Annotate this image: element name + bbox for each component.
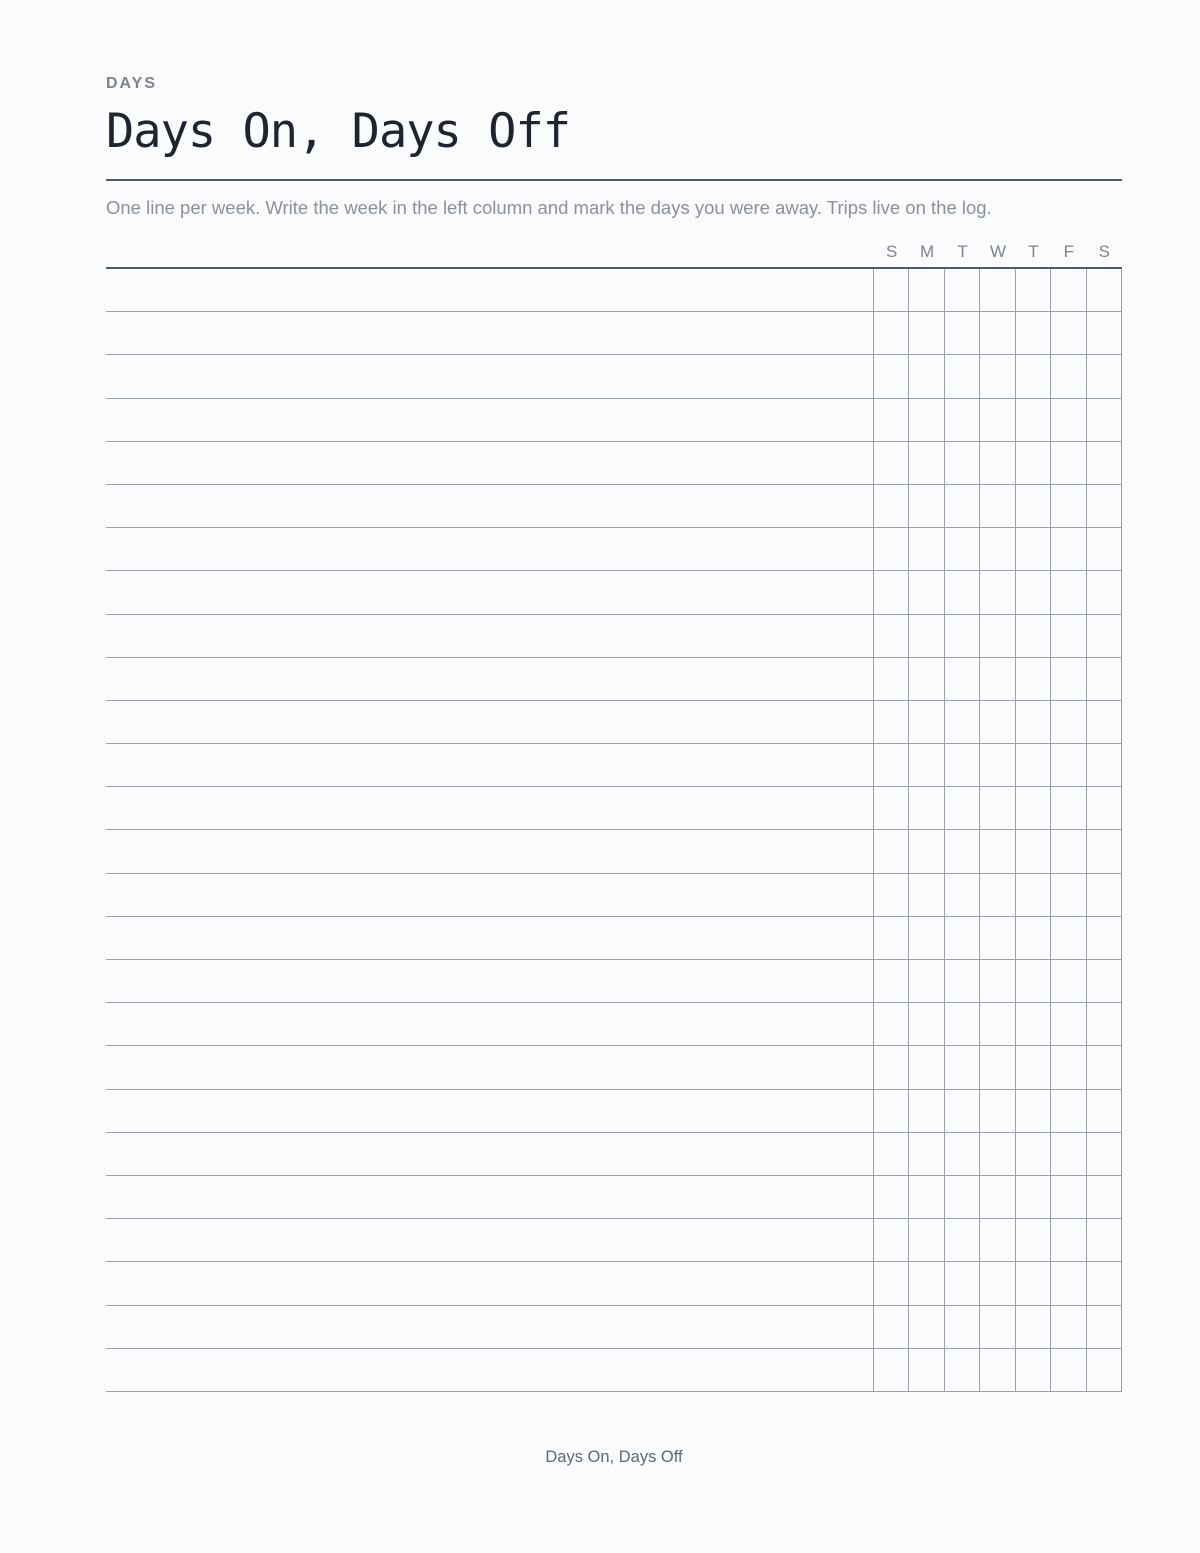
day-mark-cell[interactable]: [980, 312, 1015, 354]
week-entry-cell[interactable]: [106, 1176, 874, 1218]
day-mark-cell[interactable]: [1087, 1090, 1122, 1132]
day-mark-cell[interactable]: [909, 312, 944, 354]
day-mark-cell[interactable]: [1016, 1133, 1051, 1175]
day-mark-cell[interactable]: [874, 312, 909, 354]
day-mark-cell[interactable]: [874, 1219, 909, 1261]
day-mark-cell[interactable]: [1087, 1133, 1122, 1175]
day-mark-cell[interactable]: [1016, 701, 1051, 743]
day-mark-cell[interactable]: [874, 1262, 909, 1304]
day-mark-cell[interactable]: [945, 1003, 980, 1045]
day-mark-cell[interactable]: [1051, 701, 1086, 743]
day-mark-cell[interactable]: [909, 701, 944, 743]
day-mark-cell[interactable]: [1051, 399, 1086, 441]
week-row: [106, 1306, 1122, 1349]
day-mark-cell[interactable]: [909, 917, 944, 959]
day-header-wednesday: W: [989, 242, 1006, 261]
section-eyebrow: DAYS: [106, 75, 157, 92]
day-mark-cell[interactable]: [1087, 1219, 1122, 1261]
day-mark-cell[interactable]: [1051, 442, 1086, 484]
day-mark-cell[interactable]: [980, 1090, 1015, 1132]
week-entry-cell[interactable]: [106, 269, 874, 311]
day-mark-cell[interactable]: [874, 830, 909, 872]
day-mark-cell[interactable]: [1087, 355, 1122, 397]
day-mark-cell[interactable]: [909, 874, 944, 916]
day-mark-cell[interactable]: [1016, 571, 1051, 613]
week-entry-cell[interactable]: [106, 399, 874, 441]
day-mark-cell[interactable]: [980, 701, 1015, 743]
week-entry-cell[interactable]: [106, 787, 874, 829]
week-entry-cell[interactable]: [106, 917, 874, 959]
day-mark-cell[interactable]: [1051, 1046, 1086, 1088]
day-mark-cell[interactable]: [945, 1219, 980, 1261]
day-mark-cell[interactable]: [1016, 917, 1051, 959]
day-mark-cell[interactable]: [1087, 917, 1122, 959]
day-mark-cell[interactable]: [945, 1306, 980, 1348]
day-mark-cell[interactable]: [1016, 1046, 1051, 1088]
day-mark-cell[interactable]: [945, 442, 980, 484]
day-header-row: [874, 242, 1122, 264]
day-mark-cell[interactable]: [980, 787, 1015, 829]
day-mark-cell[interactable]: [980, 744, 1015, 786]
week-entry-cell[interactable]: [106, 1219, 874, 1261]
day-mark-cell[interactable]: [874, 1133, 909, 1175]
day-mark-cell[interactable]: [945, 1133, 980, 1175]
day-mark-cell[interactable]: [945, 917, 980, 959]
day-mark-cell[interactable]: [1051, 312, 1086, 354]
day-mark-cell[interactable]: [1087, 1262, 1122, 1304]
day-mark-cell[interactable]: [909, 442, 944, 484]
day-mark-cell[interactable]: [980, 615, 1015, 657]
day-mark-cell[interactable]: [909, 571, 944, 613]
day-mark-cell[interactable]: [874, 658, 909, 700]
day-mark-cell[interactable]: [909, 1306, 944, 1348]
day-mark-cell[interactable]: [1087, 615, 1122, 657]
day-mark-cell[interactable]: [945, 1176, 980, 1218]
day-mark-cell[interactable]: [1016, 528, 1051, 570]
day-mark-cell[interactable]: [874, 874, 909, 916]
day-mark-cell[interactable]: [980, 571, 1015, 613]
day-mark-cell[interactable]: [945, 571, 980, 613]
day-mark-cell[interactable]: [874, 442, 909, 484]
day-mark-cell[interactable]: [980, 1349, 1015, 1391]
week-entry-cell[interactable]: [106, 874, 874, 916]
day-mark-cell[interactable]: [874, 355, 909, 397]
day-mark-cell[interactable]: [1087, 312, 1122, 354]
day-mark-cell[interactable]: [980, 269, 1015, 311]
day-mark-cell[interactable]: [909, 1133, 944, 1175]
day-mark-cell[interactable]: [874, 1306, 909, 1348]
day-mark-cell[interactable]: [1051, 485, 1086, 527]
day-header-sunday: S: [886, 242, 898, 261]
day-mark-cell[interactable]: [980, 658, 1015, 700]
week-row: [106, 1003, 1122, 1046]
day-mark-cell[interactable]: [1051, 1219, 1086, 1261]
page-title: Days On, Days Off: [106, 104, 571, 159]
day-mark-cell[interactable]: [945, 960, 980, 1002]
day-mark-cell[interactable]: [909, 1262, 944, 1304]
week-row: [106, 744, 1122, 787]
week-row: [106, 312, 1122, 355]
day-mark-cell[interactable]: [1016, 269, 1051, 311]
day-mark-cell[interactable]: [945, 874, 980, 916]
day-mark-cell[interactable]: [874, 485, 909, 527]
day-mark-cell[interactable]: [1016, 1090, 1051, 1132]
day-mark-cell[interactable]: [909, 1219, 944, 1261]
day-mark-cell[interactable]: [945, 312, 980, 354]
week-row: [106, 830, 1122, 873]
day-mark-cell[interactable]: [980, 485, 1015, 527]
day-mark-cell[interactable]: [980, 1003, 1015, 1045]
day-mark-cell[interactable]: [945, 1349, 980, 1391]
week-entry-cell[interactable]: [106, 1090, 874, 1132]
week-entry-cell[interactable]: [106, 1262, 874, 1304]
day-mark-cell[interactable]: [945, 701, 980, 743]
day-header-friday: F: [1063, 242, 1075, 261]
day-mark-cell[interactable]: [1087, 658, 1122, 700]
day-mark-cell[interactable]: [874, 1349, 909, 1391]
day-mark-cell[interactable]: [909, 528, 944, 570]
day-mark-cell[interactable]: [1016, 1219, 1051, 1261]
day-mark-cell[interactable]: [909, 399, 944, 441]
week-grid: [106, 267, 1122, 1391]
day-mark-cell[interactable]: [1016, 1349, 1051, 1391]
day-mark-cell[interactable]: [1016, 1003, 1051, 1045]
week-row: [106, 571, 1122, 614]
week-row: [106, 399, 1122, 442]
day-mark-cell[interactable]: [1051, 830, 1086, 872]
day-mark-cell[interactable]: [980, 830, 1015, 872]
week-entry-cell[interactable]: [106, 658, 874, 700]
week-row: [106, 355, 1122, 398]
day-mark-cell[interactable]: [909, 960, 944, 1002]
day-mark-cell[interactable]: [874, 399, 909, 441]
week-row: [106, 485, 1122, 528]
week-row: [106, 917, 1122, 960]
day-header-thursday: T: [1028, 242, 1039, 261]
day-header-tuesday: T: [957, 242, 968, 261]
log-page: [106, 0, 1122, 1553]
day-mark-cell[interactable]: [945, 355, 980, 397]
day-mark-cell[interactable]: [909, 787, 944, 829]
week-entry-cell[interactable]: [106, 830, 874, 872]
day-mark-cell[interactable]: [980, 1219, 1015, 1261]
week-entry-cell[interactable]: [106, 1046, 874, 1088]
week-row: [106, 1046, 1122, 1089]
day-mark-cell[interactable]: [1087, 269, 1122, 311]
day-mark-cell[interactable]: [1016, 658, 1051, 700]
day-mark-cell[interactable]: [1016, 442, 1051, 484]
day-mark-cell[interactable]: [1051, 355, 1086, 397]
day-mark-cell[interactable]: [945, 269, 980, 311]
day-mark-cell[interactable]: [945, 787, 980, 829]
day-mark-cell[interactable]: [1087, 1176, 1122, 1218]
day-mark-cell[interactable]: [945, 1046, 980, 1088]
day-mark-cell[interactable]: [980, 1176, 1015, 1218]
day-mark-cell[interactable]: [1087, 1003, 1122, 1045]
day-mark-cell[interactable]: [874, 960, 909, 1002]
day-mark-cell[interactable]: [1051, 1133, 1086, 1175]
day-mark-cell[interactable]: [909, 658, 944, 700]
week-entry-cell[interactable]: [106, 355, 874, 397]
week-row: [106, 960, 1122, 1003]
week-row: [106, 615, 1122, 658]
day-mark-cell[interactable]: [874, 615, 909, 657]
day-mark-cell[interactable]: [874, 744, 909, 786]
day-mark-cell[interactable]: [1087, 485, 1122, 527]
day-mark-cell[interactable]: [945, 1090, 980, 1132]
day-mark-cell[interactable]: [945, 615, 980, 657]
day-mark-cell[interactable]: [1087, 1349, 1122, 1391]
day-mark-cell[interactable]: [1051, 1003, 1086, 1045]
day-mark-cell[interactable]: [980, 1306, 1015, 1348]
day-mark-cell[interactable]: [909, 1349, 944, 1391]
day-mark-cell[interactable]: [1016, 1262, 1051, 1304]
page-footer: Days On, Days Off: [545, 1448, 683, 1466]
day-mark-cell[interactable]: [909, 615, 944, 657]
week-row: [106, 442, 1122, 485]
day-mark-cell[interactable]: [1016, 960, 1051, 1002]
day-mark-cell[interactable]: [1051, 744, 1086, 786]
week-row: [106, 1349, 1122, 1392]
week-row: [106, 528, 1122, 571]
day-mark-cell[interactable]: [1051, 1176, 1086, 1218]
title-divider: [106, 179, 1122, 181]
day-mark-cell[interactable]: [1087, 1046, 1122, 1088]
day-mark-cell[interactable]: [1051, 269, 1086, 311]
day-mark-cell[interactable]: [909, 830, 944, 872]
day-mark-cell[interactable]: [1016, 355, 1051, 397]
week-entry-cell[interactable]: [106, 701, 874, 743]
day-mark-cell[interactable]: [1087, 399, 1122, 441]
day-mark-cell[interactable]: [874, 571, 909, 613]
week-entry-cell[interactable]: [106, 960, 874, 1002]
day-mark-cell[interactable]: [980, 1046, 1015, 1088]
day-mark-cell[interactable]: [1016, 312, 1051, 354]
day-mark-cell[interactable]: [1051, 917, 1086, 959]
day-mark-cell[interactable]: [980, 355, 1015, 397]
day-mark-cell[interactable]: [945, 830, 980, 872]
day-mark-cell[interactable]: [874, 269, 909, 311]
week-row: [106, 269, 1122, 312]
day-mark-cell[interactable]: [980, 528, 1015, 570]
day-mark-cell[interactable]: [945, 1262, 980, 1304]
week-row: [106, 658, 1122, 701]
week-row: [106, 1133, 1122, 1176]
day-mark-cell[interactable]: [909, 355, 944, 397]
day-mark-cell[interactable]: [874, 1003, 909, 1045]
day-mark-cell[interactable]: [909, 1090, 944, 1132]
day-mark-cell[interactable]: [1087, 571, 1122, 613]
week-entry-cell[interactable]: [106, 485, 874, 527]
day-mark-cell[interactable]: [1051, 960, 1086, 1002]
day-mark-cell[interactable]: [1016, 744, 1051, 786]
day-mark-cell[interactable]: [1087, 1306, 1122, 1348]
day-mark-cell[interactable]: [1051, 528, 1086, 570]
day-mark-cell[interactable]: [1087, 787, 1122, 829]
day-mark-cell[interactable]: [1051, 1262, 1086, 1304]
day-mark-cell[interactable]: [1016, 485, 1051, 527]
day-mark-cell[interactable]: [980, 399, 1015, 441]
day-mark-cell[interactable]: [1051, 1306, 1086, 1348]
day-mark-cell[interactable]: [1051, 787, 1086, 829]
week-entry-cell[interactable]: [106, 442, 874, 484]
week-entry-cell[interactable]: [106, 744, 874, 786]
day-mark-cell[interactable]: [909, 1003, 944, 1045]
week-row: [106, 787, 1122, 830]
week-row: [106, 1219, 1122, 1262]
day-mark-cell[interactable]: [1051, 1090, 1086, 1132]
day-mark-cell[interactable]: [1087, 874, 1122, 916]
instructions-text: One line per week. Write the week in the left column and mark the days you were away. Trips live on the log.: [106, 197, 992, 218]
day-mark-cell[interactable]: [980, 917, 1015, 959]
day-mark-cell[interactable]: [1087, 442, 1122, 484]
day-mark-cell[interactable]: [945, 485, 980, 527]
day-mark-cell[interactable]: [1051, 615, 1086, 657]
day-mark-cell[interactable]: [945, 658, 980, 700]
day-mark-cell[interactable]: [909, 485, 944, 527]
day-mark-cell[interactable]: [1051, 571, 1086, 613]
day-mark-cell[interactable]: [1051, 658, 1086, 700]
week-entry-cell[interactable]: [106, 528, 874, 570]
day-mark-cell[interactable]: [1087, 701, 1122, 743]
day-header-saturday: S: [1098, 242, 1110, 261]
day-mark-cell[interactable]: [1051, 1349, 1086, 1391]
day-mark-cell[interactable]: [1016, 399, 1051, 441]
day-mark-cell[interactable]: [980, 874, 1015, 916]
day-mark-cell[interactable]: [874, 1090, 909, 1132]
day-mark-cell[interactable]: [945, 744, 980, 786]
day-mark-cell[interactable]: [1087, 744, 1122, 786]
day-mark-cell[interactable]: [874, 917, 909, 959]
day-mark-cell[interactable]: [980, 960, 1015, 1002]
day-header-monday: M: [920, 242, 935, 261]
day-mark-cell[interactable]: [874, 787, 909, 829]
week-row: [106, 1176, 1122, 1219]
day-mark-cell[interactable]: [1087, 528, 1122, 570]
day-mark-cell[interactable]: [980, 1262, 1015, 1304]
day-mark-cell[interactable]: [945, 399, 980, 441]
week-entry-cell[interactable]: [106, 571, 874, 613]
week-entry-cell[interactable]: [106, 1349, 874, 1391]
day-mark-cell[interactable]: [980, 442, 1015, 484]
week-row: [106, 701, 1122, 744]
day-mark-cell[interactable]: [909, 269, 944, 311]
day-mark-cell[interactable]: [874, 701, 909, 743]
week-row: [106, 1262, 1122, 1305]
week-entry-cell[interactable]: [106, 1133, 874, 1175]
week-entry-cell[interactable]: [106, 615, 874, 657]
day-mark-cell[interactable]: [909, 744, 944, 786]
day-mark-cell[interactable]: [980, 1133, 1015, 1175]
day-mark-cell[interactable]: [909, 1046, 944, 1088]
week-entry-cell[interactable]: [106, 1306, 874, 1348]
day-mark-cell[interactable]: [874, 1176, 909, 1218]
day-mark-cell[interactable]: [1016, 787, 1051, 829]
day-mark-cell[interactable]: [909, 1176, 944, 1218]
day-mark-cell[interactable]: [1016, 830, 1051, 872]
week-entry-cell[interactable]: [106, 312, 874, 354]
week-entry-cell[interactable]: [106, 1003, 874, 1045]
day-mark-cell[interactable]: [1016, 615, 1051, 657]
day-mark-cell[interactable]: [1016, 874, 1051, 916]
day-mark-cell[interactable]: [1087, 830, 1122, 872]
day-mark-cell[interactable]: [1016, 1176, 1051, 1218]
day-mark-cell[interactable]: [945, 528, 980, 570]
week-row: [106, 1090, 1122, 1133]
week-row: [106, 874, 1122, 917]
day-mark-cell[interactable]: [874, 1046, 909, 1088]
day-mark-cell[interactable]: [874, 528, 909, 570]
day-mark-cell[interactable]: [1087, 960, 1122, 1002]
day-mark-cell[interactable]: [1016, 1306, 1051, 1348]
day-mark-cell[interactable]: [1051, 874, 1086, 916]
